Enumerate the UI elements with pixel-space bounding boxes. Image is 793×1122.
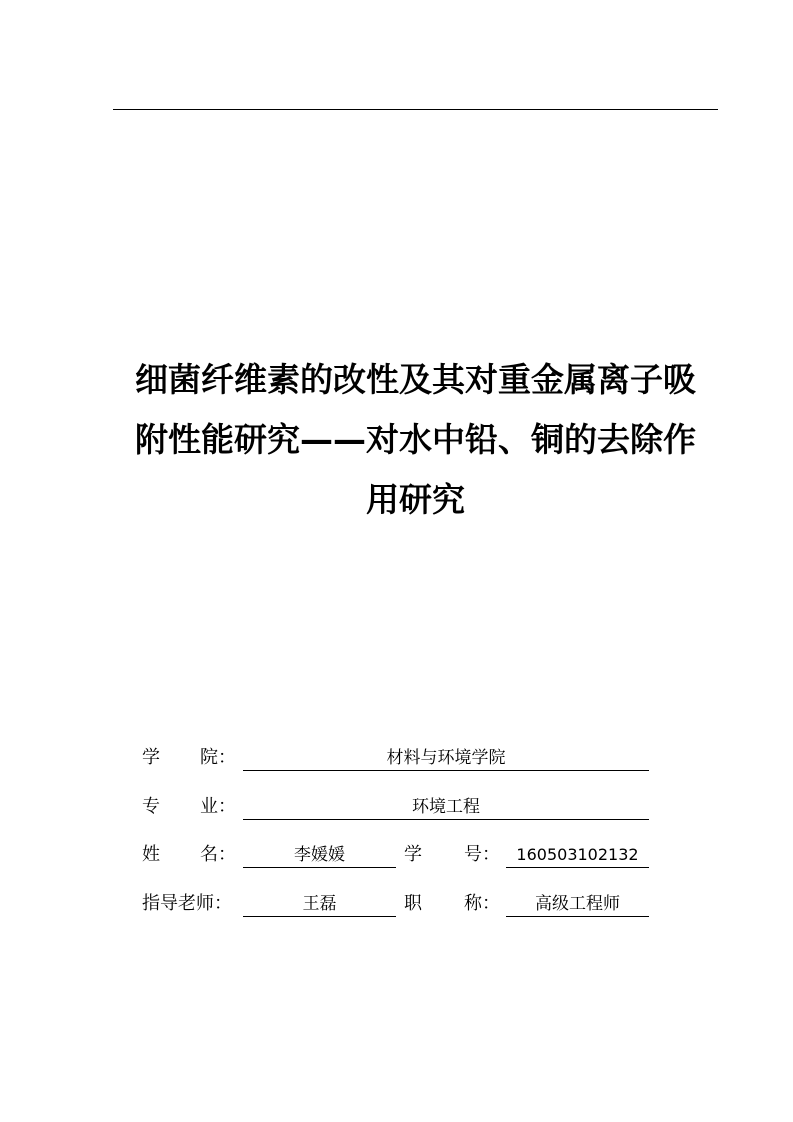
student-id-label-2: 号：	[464, 844, 500, 865]
rank-field: 高级工程师	[506, 892, 649, 917]
title-line-3: 用研究	[366, 480, 465, 519]
major-label-2: 业：	[200, 796, 236, 817]
title-line-1: 细菌纤维素的改性及其对重金属离子吸	[135, 360, 696, 399]
college-label-2: 院：	[200, 747, 236, 768]
name-label-2: 名：	[200, 844, 236, 865]
college-label-1: 学	[142, 747, 160, 768]
header-rule	[113, 109, 718, 110]
rank-label-1: 职	[404, 893, 422, 914]
student-id-label-1: 学	[404, 844, 422, 865]
name-label-1: 姓	[142, 844, 160, 865]
thesis-title	[113, 350, 718, 530]
advisor-field: 王磊	[243, 892, 396, 917]
major-label-1: 专	[142, 796, 160, 817]
advisor-label: 指导老师：	[142, 893, 232, 914]
title-line-2: 附性能研究——对水中铅、铜的去除作	[135, 420, 696, 459]
college-field: 材料与环境学院	[243, 746, 649, 771]
rank-label-2: 称：	[464, 893, 500, 914]
major-field: 环境工程	[243, 795, 649, 820]
name-field: 李媛媛	[243, 843, 396, 868]
student-id-field: 160503102132	[506, 843, 649, 868]
